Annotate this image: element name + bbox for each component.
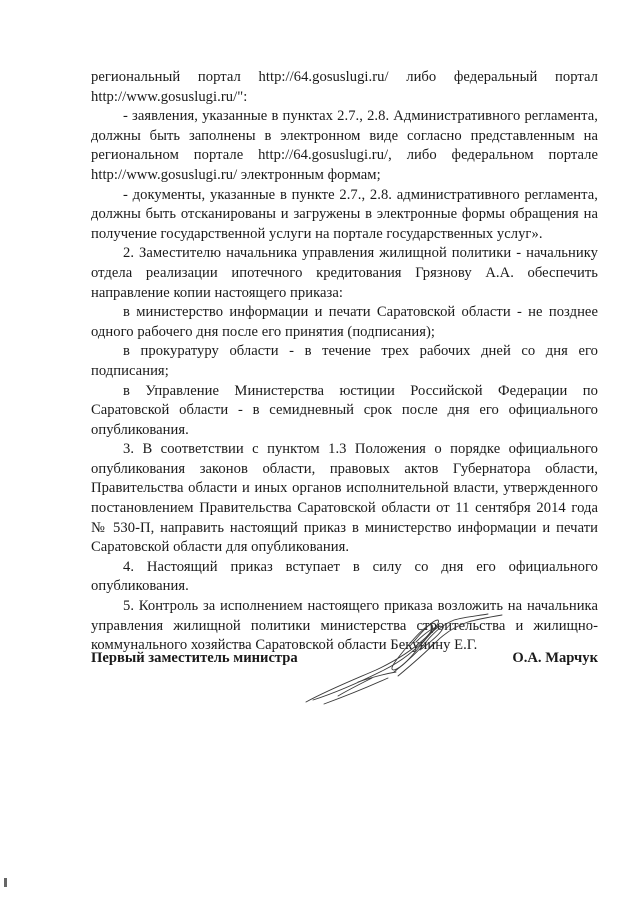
signer-position-title: Первый заместитель министра	[91, 650, 298, 666]
paragraph-documents-item: - документы, указанные в пункте 2.7., 2.8. административного регламента, должны быть отсканированы и загружены в электронные формы обращения на получение государственной услуги на портале государственных услуг».	[91, 186, 598, 242]
paragraph-point-2-justice: в Управление Министерства юстиции Российской Федерации по Саратовской области - в семидневный срок после дня его официального опубликования.	[91, 382, 598, 438]
paragraph-point-5: 5. Контроль за исполнением настоящего приказа возложить на начальника управления жилищной политики министерства строительства и жилищно-коммунального хозяйства Саратовской области Бекунину Е.Г.	[91, 598, 598, 654]
document-body	[91, 68, 598, 656]
paragraph-applications-item: - заявления, указанные в пунктах 2.7., 2.8. Административного регламента, должны быть заполнены в электронном виде согласно представленным на региональном портале http://64.gosuslugi.ru/, либо федеральном портале http://www.gosuslugi.ru/ электронным формам;	[91, 108, 598, 183]
signer-name: О.А. Марчук	[512, 650, 598, 666]
paragraph-point-4: 4. Настоящий приказ вступает в силу со дня его официального опубликования.	[91, 558, 598, 595]
paragraph-portal-continuation: региональный портал http://64.gosuslugi.ru/ либо федеральный портал http://www.gosuslugi.ru/":	[91, 69, 598, 105]
paragraph-point-2: 2. Заместителю начальника управления жилищной политики - начальнику отдела реализации ипотечного кредитования Грязнову А.А. обеспечить направление копии настоящего приказа:	[91, 245, 598, 301]
paragraph-point-3: 3. В соответствии с пунктом 1.3 Положения о порядке официального опубликования законов области, правовых актов Губернатора области, Правительства области и иных органов исполнительной власти, утвержденного постановлением Правительства Саратовской области от 11 сентября 2014 года № 530-П, направить настоящий приказ в министерство информации и печати Саратовской области для опубликования.	[91, 441, 598, 556]
paragraph-point-2-ministry: в министерство информации и печати Саратовской области - не позднее одного рабочего дня после его принятия (подписания);	[91, 304, 598, 340]
scan-margin-mark	[4, 878, 7, 887]
paragraph-point-2-prosecutor: в прокуратуру области - в течение трех рабочих дней со дня его подписания;	[91, 343, 598, 379]
handwritten-signature	[298, 612, 508, 707]
